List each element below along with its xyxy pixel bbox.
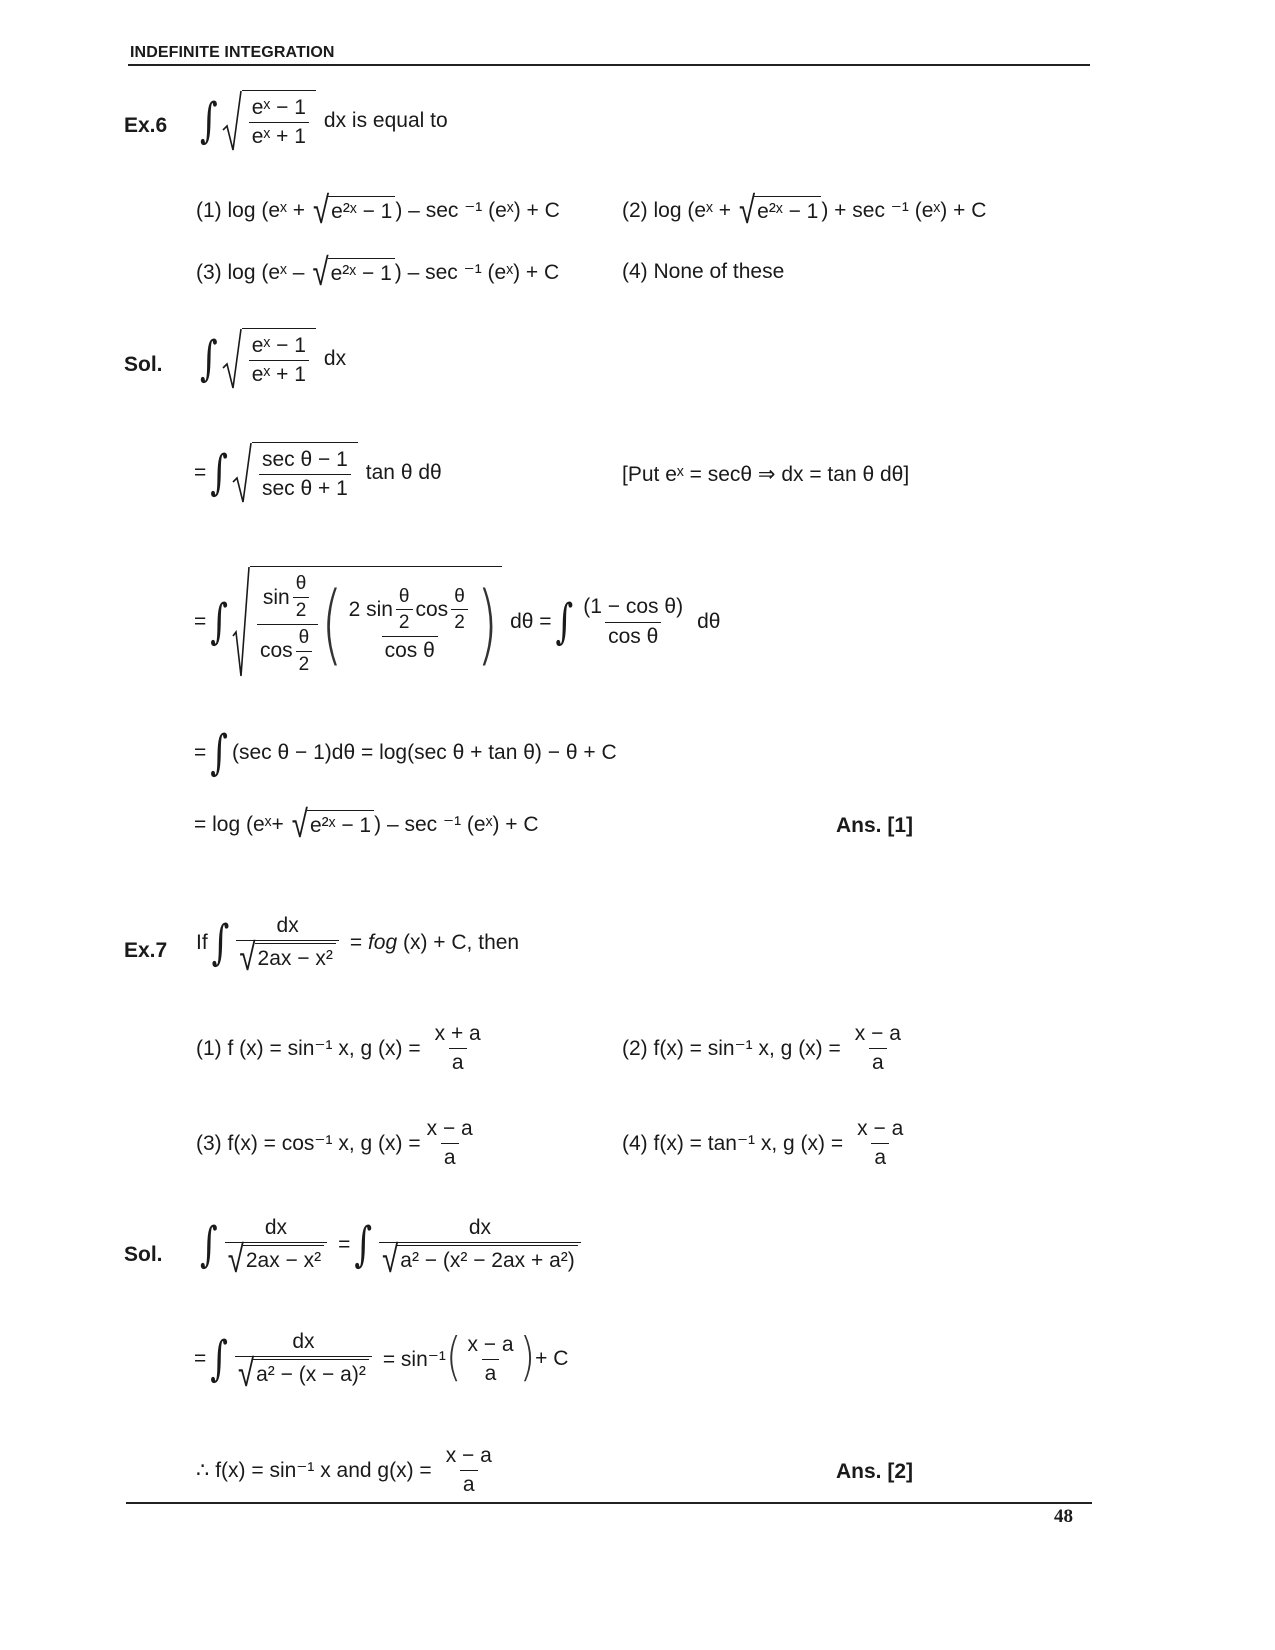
ex6-radical xyxy=(222,90,316,152)
sol6-substitution-note: [Put eˣ = secθ ⇒ dx = tan θ dθ] xyxy=(622,463,910,486)
sol6-l2-denominator: sec θ + 1 xyxy=(259,474,351,501)
sol6-l2-tail: tan θ dθ xyxy=(365,461,442,484)
ex6-opt1-pre: (1) log (eˣ + xyxy=(196,198,306,222)
radical-sign-icon: √ xyxy=(239,936,256,980)
sol6-l3-radical xyxy=(232,566,502,678)
sol7-line-2: = ∫ dx √ a² − (x − a)² = sin⁻¹ ( $\frac{x - a}{a}$ ) + C xyxy=(194,1328,569,1396)
integral-sign-icon: ∫ xyxy=(210,725,228,781)
sol6-l1-numerator: eˣ − 1 xyxy=(251,333,306,357)
ex6-opt3-post: ) – sec ⁻¹ (eˣ) + C xyxy=(394,261,560,285)
ex7-tail: (x) + C, then xyxy=(397,931,520,955)
sol6-l1-denominator: eˣ + 1 xyxy=(249,360,309,387)
ex7-question: If ∫ dx √ 2ax − x² = fog (x) + C, then xyxy=(196,914,520,980)
sol7-label: Sol. xyxy=(124,1243,163,1266)
footer-rule xyxy=(126,1502,1092,1504)
ex6-opt2-pre: (2) log (eˣ + xyxy=(622,198,732,222)
ex7-answer: Ans. [2] xyxy=(836,1460,914,1483)
sol6-l3-tan-half-fraction: sin $\frac{\theta}{2}$ cos $\frac{\theta}{2}$ xyxy=(257,573,318,675)
ex7-option-3: (3) f(x) = cos⁻¹ x, g (x) = $\frac{x - a}{a}$ xyxy=(196,1117,473,1170)
sol6-l5-pre: = log (eˣ+ xyxy=(194,812,284,836)
integral-sign-icon: ∫ xyxy=(210,445,228,501)
radical-sign-icon: √ xyxy=(382,1238,399,1282)
radical-sign-icon xyxy=(222,90,242,152)
ex6-question-tail: dx is equal to xyxy=(323,109,448,132)
ex6-opt1-post: ) – sec ⁻¹ (eˣ) + C xyxy=(395,199,560,223)
equals-sign: = xyxy=(194,610,207,633)
radical-sign-icon: √ xyxy=(739,188,756,232)
integral-sign-icon: ∫ xyxy=(210,594,228,650)
sol6-line-4 xyxy=(194,725,617,781)
page-header-title: INDEFINITE INTEGRATION xyxy=(130,44,335,61)
ex6-opt1-radical: √ e²ˣ − 1 xyxy=(313,196,395,225)
radical-sign-icon xyxy=(232,442,252,504)
sol7-l3-pre: ∴ f(x) = sin⁻¹ x and g(x) = xyxy=(196,1459,432,1483)
sol6-l2-numerator: sec θ − 1 xyxy=(261,447,348,471)
sol7-l2-tail: + C xyxy=(535,1347,569,1371)
sol6-l1-radical xyxy=(222,328,316,390)
ex6-option-4: (4) None of these xyxy=(622,260,785,283)
ex6-opt2-post: ) + sec ⁻¹ (eˣ) + C xyxy=(821,199,987,223)
ex7-option-1: (1) f (x) = sin⁻¹ x, g (x) = $\frac{x + a}{a}$ xyxy=(196,1022,481,1075)
radical-sign-icon xyxy=(232,566,250,678)
integral-sign-icon: ∫ xyxy=(200,1217,218,1274)
left-paren-icon: ( xyxy=(321,572,343,676)
page-number: 48 xyxy=(1054,1506,1073,1527)
radical-sign-icon: √ xyxy=(312,250,329,294)
ex7-fraction: dx √ 2ax − x² xyxy=(236,914,338,973)
integral-sign-icon: ∫ xyxy=(200,331,218,387)
sol6-l3-right-fraction: $\frac{\text{(1 − cos θ)}}{\text{cos θ}}$ xyxy=(583,595,684,648)
sol6-l4-expression: (sec θ − 1)dθ = log(sec θ + tan θ) − θ + C xyxy=(231,741,617,764)
ex6-question xyxy=(196,90,448,152)
integral-sign-icon: ∫ xyxy=(555,594,574,650)
sol7-line-3: ∴ f(x) = sin⁻¹ x and g(x) = $\frac{x - a}{a}$ xyxy=(196,1444,492,1497)
radical-sign-icon: √ xyxy=(237,1352,255,1396)
sol6-l1-tail: dx xyxy=(323,347,347,370)
radical-sign-icon: √ xyxy=(313,188,330,232)
equals-sign: = xyxy=(194,1347,207,1371)
integral-sign-icon: ∫ xyxy=(354,1217,373,1274)
ex6-opt2-radical: √ e²ˣ − 1 xyxy=(739,196,821,225)
sol6-l5-post: ) – sec ⁻¹ (eˣ) + C xyxy=(374,813,539,837)
ex6-label: Ex.6 xyxy=(124,114,168,137)
ex6-opt3-pre: (3) log (eˣ – xyxy=(196,260,305,284)
ex6-fraction xyxy=(249,96,309,149)
radical-sign-icon: √ xyxy=(291,802,308,846)
sol6-l3-dtheta: dθ = xyxy=(510,610,552,633)
integral-sign-icon: ∫ xyxy=(211,915,230,972)
sol6-line-1 xyxy=(196,328,346,390)
sol6-line-3 xyxy=(194,566,720,678)
sol6-l3-right-tail: dθ xyxy=(697,610,721,633)
ex6-answer: Ans. [1] xyxy=(836,814,914,837)
sol6-l2-radical xyxy=(232,442,358,504)
integral-sign-icon: ∫ xyxy=(200,93,218,149)
equals-sign: = xyxy=(194,741,207,764)
ex7-label: Ex.7 xyxy=(124,939,168,962)
right-paren-icon: ) xyxy=(519,1328,536,1388)
sol6-line-5 xyxy=(194,802,539,846)
ex6-option-2 xyxy=(622,188,987,232)
sol7-line-1: ∫ dx √ 2ax − x² = ∫ dx √ a² − (x² − 2ax + a²) xyxy=(196,1216,584,1275)
equals-sign: = xyxy=(194,461,207,484)
left-paren-icon: ( xyxy=(445,1328,462,1388)
ex6-numerator: eˣ − 1 xyxy=(251,95,306,119)
header-rule xyxy=(128,64,1090,66)
ex6-opt3-radical: √ e²ˣ − 1 xyxy=(312,258,394,287)
ex7-option-4: (4) f(x) = tan⁻¹ x, g (x) = $\frac{x - a}{a}$ xyxy=(622,1117,904,1170)
ex7-option-2: (2) f(x) = sin⁻¹ x, g (x) = $\frac{x - a}{a}$ xyxy=(622,1022,901,1075)
ex6-option-1 xyxy=(196,188,560,232)
sol7-l2-mid: = sin⁻¹ xyxy=(382,1347,446,1371)
integral-sign-icon: ∫ xyxy=(210,1331,228,1388)
right-paren-icon: ) xyxy=(476,572,499,676)
ex7-if: If xyxy=(196,931,208,955)
radical-sign-icon xyxy=(222,328,242,390)
ex6-denominator: eˣ + 1 xyxy=(249,122,309,149)
equals-sign: = xyxy=(338,1233,351,1257)
sol6-label: Sol. xyxy=(124,353,163,376)
radical-sign-icon: √ xyxy=(227,1238,244,1282)
ex7-fog: fog xyxy=(367,931,398,955)
sol6-l5-radical: √ e²ˣ − 1 xyxy=(292,810,374,839)
sol6-l3-sin-fraction: 2 sin $\frac{\theta}{2}$ cos $\frac{\theta}{2}$ cos θ xyxy=(346,586,474,664)
ex6-option-3 xyxy=(196,250,560,294)
sol6-line-2 xyxy=(194,442,442,504)
